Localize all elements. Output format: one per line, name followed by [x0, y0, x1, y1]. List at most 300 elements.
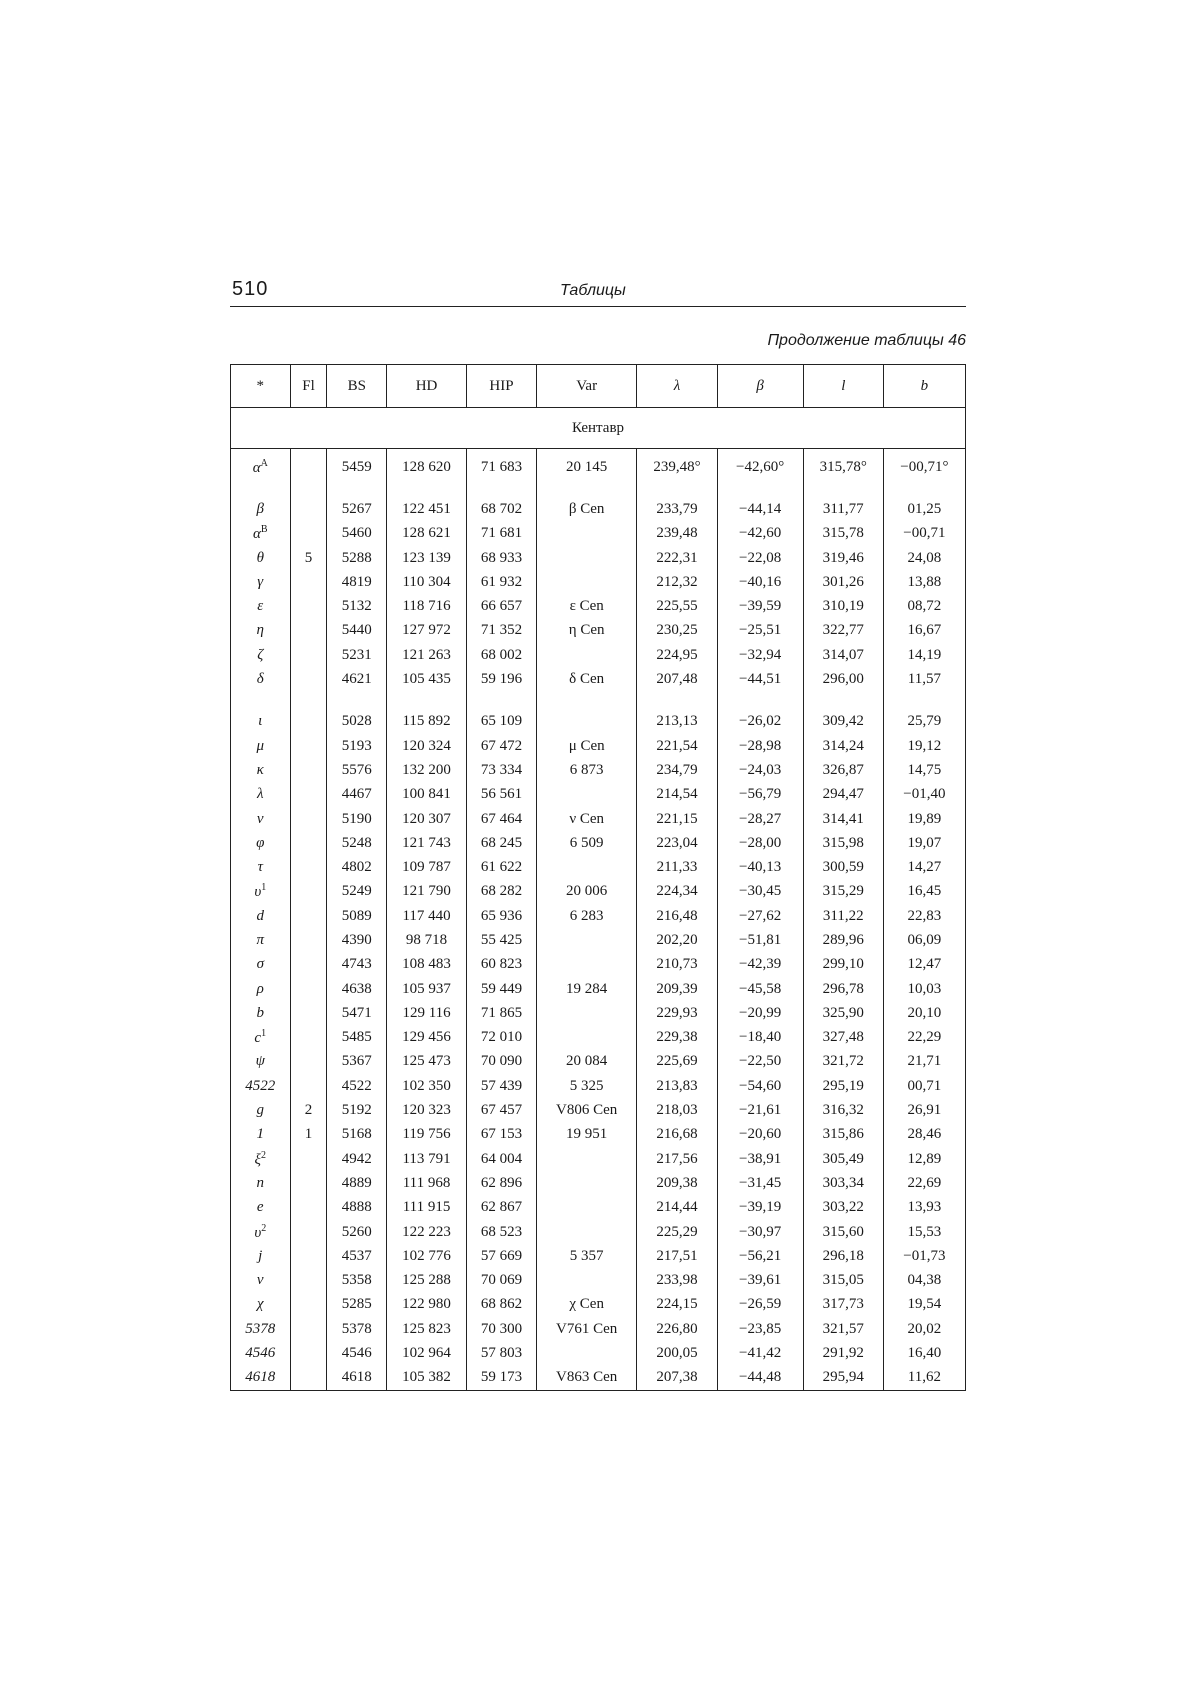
cell-var: [536, 1171, 637, 1195]
cell-hd: 109 787: [387, 855, 467, 879]
cell-hd: 102 776: [387, 1244, 467, 1268]
cell-l: 291,92: [803, 1341, 883, 1365]
cell-hd: 102 350: [387, 1074, 467, 1098]
cell-var: [536, 953, 637, 977]
superscript: 2: [261, 1222, 267, 1234]
cell-hd: 123 139: [387, 546, 467, 570]
cell-hip: 73 334: [467, 758, 537, 782]
cell-beta: −21,61: [717, 1098, 803, 1122]
cell-b: 19,89: [883, 807, 965, 831]
cell-b: 20,02: [883, 1317, 965, 1341]
cell-lambda: 224,34: [637, 880, 717, 904]
cell-beta: −20,99: [717, 1001, 803, 1025]
spacer-cell: [290, 692, 327, 710]
table-row: [231, 1074, 966, 1098]
cell-lambda: 226,80: [637, 1317, 717, 1341]
cell-l: 300,59: [803, 855, 883, 879]
spacer-cell: [803, 479, 883, 497]
cell-var: δ Cen: [536, 667, 637, 691]
cell-hd: 110 304: [387, 570, 467, 594]
cell-var: [536, 1341, 637, 1365]
cell-l: 294,47: [803, 783, 883, 807]
cell-l: 315,98: [803, 831, 883, 855]
cell-hd: 128 621: [387, 522, 467, 546]
cell-star: $\upsilon^2$: [231, 1220, 291, 1244]
spacer-cell: [327, 692, 387, 710]
spacer-cell: [231, 692, 291, 710]
cell-bs: 5378: [327, 1317, 387, 1341]
cell-star: 4618: [231, 1366, 291, 1391]
cell-var: [536, 1220, 637, 1244]
table-row: [231, 1001, 966, 1025]
spacer-cell: [637, 479, 717, 497]
cell-bs: 5367: [327, 1050, 387, 1074]
cell-star: e: [231, 1196, 291, 1220]
cell-b: 19,54: [883, 1293, 965, 1317]
cell-star: 4522: [231, 1074, 291, 1098]
cell-hd: 121 743: [387, 831, 467, 855]
table-row: [231, 1171, 966, 1195]
cell-fl: [290, 977, 327, 1001]
cell-hip: 68 933: [467, 546, 537, 570]
cell-b: 14,19: [883, 643, 965, 667]
cell-var: V806 Cen: [536, 1098, 637, 1122]
cell-beta: −18,40: [717, 1026, 803, 1050]
cell-beta: −56,21: [717, 1244, 803, 1268]
cell-var: V761 Cen: [536, 1317, 637, 1341]
cell-lambda: 233,79: [637, 497, 717, 521]
cell-beta: −22,08: [717, 546, 803, 570]
table-row: [231, 455, 966, 479]
cell-var: V863 Cen: [536, 1366, 637, 1391]
cell-bs: 5358: [327, 1269, 387, 1293]
cell-hd: 111 915: [387, 1196, 467, 1220]
cell-fl: [290, 807, 327, 831]
cell-beta: −39,19: [717, 1196, 803, 1220]
cell-lambda: 202,20: [637, 928, 717, 952]
cell-fl: 5: [290, 546, 327, 570]
cell-beta: −26,59: [717, 1293, 803, 1317]
spacer-cell: [387, 692, 467, 710]
cell-beta: −41,42: [717, 1341, 803, 1365]
cell-beta: −28,27: [717, 807, 803, 831]
cell-b: 28,46: [883, 1123, 965, 1147]
cell-beta: −31,45: [717, 1171, 803, 1195]
spacer-cell: [637, 692, 717, 710]
cell-var: [536, 522, 637, 546]
cell-b: 08,72: [883, 594, 965, 618]
cell-b: 20,10: [883, 1001, 965, 1025]
cell-l: 317,73: [803, 1293, 883, 1317]
table-row: [231, 734, 966, 758]
cell-star: $\alpha^B$: [231, 522, 291, 546]
cell-star: b: [231, 1001, 291, 1025]
cell-lambda: 217,51: [637, 1244, 717, 1268]
cell-hd: 102 964: [387, 1341, 467, 1365]
table-row: [231, 1196, 966, 1220]
cell-hip: 72 010: [467, 1026, 537, 1050]
cell-var: χ Cen: [536, 1293, 637, 1317]
column-header-row: [231, 365, 966, 408]
cell-beta: −44,51: [717, 667, 803, 691]
cell-b: 14,27: [883, 855, 965, 879]
table-row: [231, 594, 966, 618]
table-row: [231, 1098, 966, 1122]
cell-hd: 120 324: [387, 734, 467, 758]
cell-beta: −28,98: [717, 734, 803, 758]
cell-bs: 5267: [327, 497, 387, 521]
table-row: [231, 1220, 966, 1244]
cell-l: 296,18: [803, 1244, 883, 1268]
cell-l: 301,26: [803, 570, 883, 594]
cell-fl: [290, 1001, 327, 1025]
cell-star: ι: [231, 710, 291, 734]
cell-b: 19,07: [883, 831, 965, 855]
cell-lambda: 207,38: [637, 1366, 717, 1391]
table-row: [231, 1269, 966, 1293]
cell-beta: −30,45: [717, 880, 803, 904]
col-header-b: b: [883, 365, 965, 408]
cell-l: 321,57: [803, 1317, 883, 1341]
table-row: [231, 667, 966, 691]
cell-b: 21,71: [883, 1050, 965, 1074]
cell-b: 13,88: [883, 570, 965, 594]
cell-var: μ Cen: [536, 734, 637, 758]
cell-bs: 4889: [327, 1171, 387, 1195]
cell-b: −00,71°: [883, 455, 965, 479]
cell-b: 15,53: [883, 1220, 965, 1244]
cell-hip: 68 282: [467, 880, 537, 904]
cell-beta: −42,60: [717, 522, 803, 546]
cell-l: 319,46: [803, 546, 883, 570]
cell-l: 289,96: [803, 928, 883, 952]
superscript: 2: [260, 1149, 266, 1161]
col-header-beta: β: [717, 365, 803, 408]
group-spacer: [231, 692, 966, 710]
cell-var: [536, 855, 637, 879]
cell-hd: 132 200: [387, 758, 467, 782]
cell-hip: 57 803: [467, 1341, 537, 1365]
table-row: [231, 831, 966, 855]
cell-var: 5 357: [536, 1244, 637, 1268]
cell-bs: 5190: [327, 807, 387, 831]
cell-l: 321,72: [803, 1050, 883, 1074]
cell-bs: 5485: [327, 1026, 387, 1050]
cell-fl: [290, 619, 327, 643]
col-header-hd: HD: [387, 365, 467, 408]
table-row: [231, 1341, 966, 1365]
col-header-bs: BS: [327, 365, 387, 408]
cell-bs: 4638: [327, 977, 387, 1001]
cell-hip: 71 681: [467, 522, 537, 546]
cell-hip: 67 464: [467, 807, 537, 831]
cell-lambda: 207,48: [637, 667, 717, 691]
cell-hd: 121 263: [387, 643, 467, 667]
cell-hd: 117 440: [387, 904, 467, 928]
cell-star: μ: [231, 734, 291, 758]
cell-fl: [290, 1171, 327, 1195]
cell-fl: [290, 1341, 327, 1365]
cell-beta: −24,03: [717, 758, 803, 782]
cell-lambda: 213,13: [637, 710, 717, 734]
cell-lambda: 225,55: [637, 594, 717, 618]
cell-l: 295,19: [803, 1074, 883, 1098]
cell-hd: 111 968: [387, 1171, 467, 1195]
cell-beta: −27,62: [717, 904, 803, 928]
cell-hd: 100 841: [387, 783, 467, 807]
cell-bs: 4621: [327, 667, 387, 691]
cell-lambda: 212,32: [637, 570, 717, 594]
section-row: [231, 408, 966, 449]
cell-star: 4546: [231, 1341, 291, 1365]
col-header-star: *: [231, 365, 291, 408]
cell-lambda: 216,68: [637, 1123, 717, 1147]
cell-bs: 4888: [327, 1196, 387, 1220]
cell-star: v: [231, 1269, 291, 1293]
spacer-cell: [231, 479, 291, 497]
cell-bs: 4743: [327, 953, 387, 977]
cell-star: $\upsilon^1$: [231, 880, 291, 904]
cell-var: β Cen: [536, 497, 637, 521]
cell-hd: 113 791: [387, 1147, 467, 1171]
cell-var: [536, 1196, 637, 1220]
cell-l: 314,24: [803, 734, 883, 758]
cell-hip: 68 862: [467, 1293, 537, 1317]
cell-var: [536, 710, 637, 734]
cell-bs: 5231: [327, 643, 387, 667]
cell-l: 327,48: [803, 1026, 883, 1050]
cell-star: φ: [231, 831, 291, 855]
cell-hd: 128 620: [387, 455, 467, 479]
cell-bs: 4618: [327, 1366, 387, 1391]
cell-b: 25,79: [883, 710, 965, 734]
cell-l: 310,19: [803, 594, 883, 618]
cell-star: β: [231, 497, 291, 521]
cell-bs: 5249: [327, 880, 387, 904]
cell-beta: −42,60°: [717, 455, 803, 479]
cell-star: χ: [231, 1293, 291, 1317]
cell-l: 305,49: [803, 1147, 883, 1171]
cell-bs: 4819: [327, 570, 387, 594]
cell-lambda: 216,48: [637, 904, 717, 928]
cell-var: ε Cen: [536, 594, 637, 618]
cell-star: ν: [231, 807, 291, 831]
cell-lambda: 217,56: [637, 1147, 717, 1171]
cell-beta: −22,50: [717, 1050, 803, 1074]
cell-star: ψ: [231, 1050, 291, 1074]
cell-l: 315,78: [803, 522, 883, 546]
cell-hd: 125 823: [387, 1317, 467, 1341]
cell-var: [536, 1026, 637, 1050]
cell-fl: [290, 710, 327, 734]
cell-fl: [290, 928, 327, 952]
cell-bs: 5459: [327, 455, 387, 479]
cell-hip: 68 245: [467, 831, 537, 855]
cell-b: −01,73: [883, 1244, 965, 1268]
cell-bs: 4390: [327, 928, 387, 952]
cell-fl: [290, 570, 327, 594]
cell-star: λ: [231, 783, 291, 807]
cell-var: ν Cen: [536, 807, 637, 831]
cell-star: η: [231, 619, 291, 643]
cell-l: 311,77: [803, 497, 883, 521]
table-row: [231, 904, 966, 928]
cell-l: 295,94: [803, 1366, 883, 1391]
cell-beta: −44,48: [717, 1366, 803, 1391]
cell-fl: [290, 734, 327, 758]
spacer-cell: [387, 479, 467, 497]
cell-star: κ: [231, 758, 291, 782]
cell-b: 22,29: [883, 1026, 965, 1050]
group-spacer: [231, 479, 966, 497]
page-number: 510: [232, 278, 269, 300]
cell-hd: 98 718: [387, 928, 467, 952]
superscript: 1: [261, 1028, 267, 1040]
table-row: [231, 1147, 966, 1171]
cell-lambda: 230,25: [637, 619, 717, 643]
cell-hd: 105 382: [387, 1366, 467, 1391]
table-row: [231, 1050, 966, 1074]
cell-fl: [290, 1269, 327, 1293]
cell-b: 00,71: [883, 1074, 965, 1098]
cell-lambda: 229,38: [637, 1026, 717, 1050]
table-row: [231, 880, 966, 904]
cell-lambda: 218,03: [637, 1098, 717, 1122]
table-row: [231, 619, 966, 643]
superscript: A: [260, 457, 268, 469]
cell-bs: 5168: [327, 1123, 387, 1147]
spacer-cell: [883, 479, 965, 497]
cell-hd: 115 892: [387, 710, 467, 734]
cell-hip: 70 090: [467, 1050, 537, 1074]
cell-hip: 62 867: [467, 1196, 537, 1220]
table-row: [231, 928, 966, 952]
cell-beta: −28,00: [717, 831, 803, 855]
cell-hd: 120 307: [387, 807, 467, 831]
cell-hip: 61 932: [467, 570, 537, 594]
cell-fl: [290, 1050, 327, 1074]
cell-hip: 65 109: [467, 710, 537, 734]
cell-lambda: 239,48: [637, 522, 717, 546]
table-row: [231, 1293, 966, 1317]
cell-lambda: 225,29: [637, 1220, 717, 1244]
cell-star: σ: [231, 953, 291, 977]
col-header-fl: Fl: [290, 365, 327, 408]
cell-hip: 65 936: [467, 904, 537, 928]
cell-lambda: 209,38: [637, 1171, 717, 1195]
cell-hip: 70 300: [467, 1317, 537, 1341]
cell-fl: [290, 594, 327, 618]
cell-hip: 64 004: [467, 1147, 537, 1171]
cell-hip: 67 457: [467, 1098, 537, 1122]
cell-l: 309,42: [803, 710, 883, 734]
cell-var: 6 873: [536, 758, 637, 782]
superscript: B: [260, 524, 268, 536]
cell-star: δ: [231, 667, 291, 691]
cell-fl: 1: [290, 1123, 327, 1147]
cell-l: 311,22: [803, 904, 883, 928]
cell-lambda: 210,73: [637, 953, 717, 977]
cell-fl: [290, 953, 327, 977]
cell-lambda: 234,79: [637, 758, 717, 782]
cell-fl: [290, 1366, 327, 1391]
cell-star: ρ: [231, 977, 291, 1001]
cell-hip: 70 069: [467, 1269, 537, 1293]
cell-l: 303,22: [803, 1196, 883, 1220]
cell-l: 315,29: [803, 880, 883, 904]
cell-l: 296,78: [803, 977, 883, 1001]
table-caption: Продолжение таблицы 46: [767, 332, 966, 349]
table-row: [231, 783, 966, 807]
table-row: [231, 1244, 966, 1268]
cell-lambda: 209,39: [637, 977, 717, 1001]
cell-fl: [290, 1074, 327, 1098]
cell-beta: −32,94: [717, 643, 803, 667]
cell-fl: 2: [290, 1098, 327, 1122]
table-row: [231, 758, 966, 782]
cell-fl: [290, 1196, 327, 1220]
cell-b: 16,40: [883, 1341, 965, 1365]
cell-b: −00,71: [883, 522, 965, 546]
cell-var: 5 325: [536, 1074, 637, 1098]
cell-star: 5378: [231, 1317, 291, 1341]
cell-lambda: 211,33: [637, 855, 717, 879]
cell-fl: [290, 497, 327, 521]
cell-hip: 59 449: [467, 977, 537, 1001]
cell-l: 315,78°: [803, 455, 883, 479]
cell-var: [536, 1269, 637, 1293]
cell-beta: −39,59: [717, 594, 803, 618]
cell-l: 315,86: [803, 1123, 883, 1147]
table-row: [231, 1026, 966, 1050]
cell-star: θ: [231, 546, 291, 570]
cell-var: 19 951: [536, 1123, 637, 1147]
star-table: [230, 364, 966, 1391]
cell-hd: 129 116: [387, 1001, 467, 1025]
cell-hd: 118 716: [387, 594, 467, 618]
cell-bs: 4942: [327, 1147, 387, 1171]
cell-hip: 68 002: [467, 643, 537, 667]
cell-var: [536, 643, 637, 667]
cell-var: [536, 928, 637, 952]
cell-bs: 5260: [327, 1220, 387, 1244]
cell-fl: [290, 1147, 327, 1171]
cell-fl: [290, 1293, 327, 1317]
cell-l: 315,05: [803, 1269, 883, 1293]
cell-star: $\alpha^A$: [231, 455, 291, 479]
cell-var: [536, 570, 637, 594]
cell-fl: [290, 1220, 327, 1244]
cell-b: 13,93: [883, 1196, 965, 1220]
cell-b: 10,03: [883, 977, 965, 1001]
cell-lambda: 224,15: [637, 1293, 717, 1317]
cell-l: 316,32: [803, 1098, 883, 1122]
cell-lambda: 214,44: [637, 1196, 717, 1220]
cell-bs: 4522: [327, 1074, 387, 1098]
cell-b: 01,25: [883, 497, 965, 521]
cell-l: 314,07: [803, 643, 883, 667]
cell-lambda: 239,48°: [637, 455, 717, 479]
table-row: [231, 1317, 966, 1341]
cell-hip: 66 657: [467, 594, 537, 618]
cell-beta: −38,91: [717, 1147, 803, 1171]
cell-fl: [290, 783, 327, 807]
cell-hd: 105 937: [387, 977, 467, 1001]
cell-star: ε: [231, 594, 291, 618]
cell-hd: 119 756: [387, 1123, 467, 1147]
cell-var: 6 283: [536, 904, 637, 928]
cell-beta: −30,97: [717, 1220, 803, 1244]
